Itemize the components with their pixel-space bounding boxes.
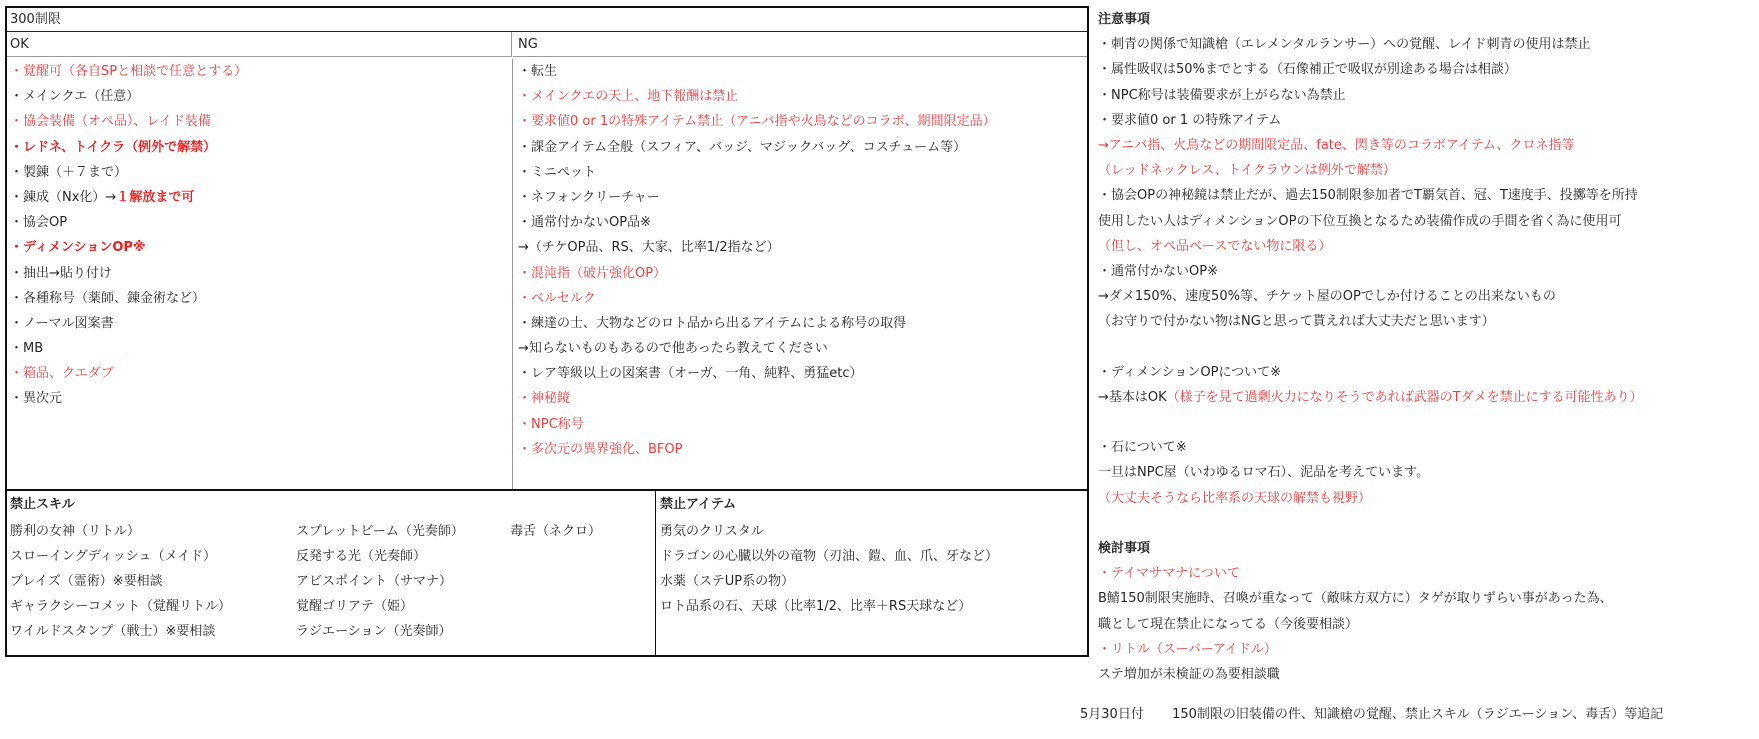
note-line [1098,259,1758,284]
ng-item-text: ・課金アイテム全般（スフィア、バッジ、マジックバッグ、コスチューム等） [518,139,967,155]
note-line [1098,183,1758,208]
ok-item [10,235,512,260]
ok-header: OK [7,32,512,57]
note-line [1098,612,1758,637]
ng-item-text: →（チケOP品、RS、大家、比率1/2指など） [518,240,780,256]
ok-item-text: ・ノーマル図案書 [10,315,114,331]
note-line [1098,334,1758,359]
ng-item-text: ・混沌指（破片強化OP） [518,265,667,281]
note-line [1098,435,1758,460]
ng-item-text: →知らないものもあるので他あったら教えてください [518,341,828,357]
ok-list [7,59,513,490]
note-line [1098,83,1758,108]
note-line-text: ・NPC称号は装備要求が上がらない為禁止 [1098,87,1346,103]
note-line [1098,209,1758,234]
ok-item [10,135,512,160]
banned-skill: 毒舌（ネクロ） [510,524,602,539]
ng-item [518,59,1087,84]
note-line [1098,360,1758,385]
note-line [1098,511,1758,536]
note-line [1098,108,1758,133]
ng-item [518,286,1087,311]
ok-item [10,160,512,185]
ng-item [518,261,1087,286]
note-line-text: ・リトル（スーパーアイドル） [1098,641,1277,657]
note-line-text: （レッドネックレス、トイクラウンは例外で解禁） [1098,163,1396,179]
ok-item [10,261,512,286]
ng-item-text: ・ベルセルク [518,290,596,306]
banned-items-list [660,519,1087,619]
note-line [1098,57,1758,82]
banned-skill: スローイングディッシュ（メイド） [10,549,217,564]
note-line [1098,32,1758,57]
banned-skill: 勝利の女神（リトル） [10,524,141,539]
note-line-text: （但し、オペ品ベースでない物に限る） [1098,238,1332,254]
ng-item-text: ・ネフォンクリーチャー [518,189,660,205]
ng-item [518,109,1087,134]
note-line [1098,637,1758,662]
note-line [1098,133,1758,158]
notes-column [1098,7,1758,687]
ng-item-text: ・多次元の異界強化、BFOP [518,441,683,457]
note-line [1098,284,1758,309]
banned-item: 水薬（ステUP系の物） [660,574,795,589]
banned-skill: 反発する光（光奏師） [296,549,427,564]
note-line [1098,158,1758,183]
ng-item-text: ・ミニペット [518,164,597,180]
ok-item-text: ・レドネ、トイクラ（例外で解禁） [10,139,217,155]
note-line [1098,586,1758,611]
note-line [1098,536,1758,561]
note-line [1098,385,1758,410]
banned-skills-section [7,491,656,655]
note-line-text: （大丈夫そうなら比率系の天球の解禁も視野） [1098,490,1372,506]
ng-item [518,210,1087,235]
ok-item-text: ・覚醒可（各自SPと相談で任意とする） [10,64,248,79]
note-line [1098,460,1758,485]
banned-skill: スプレットビーム（光奏師） [296,524,464,539]
ng-item-text: ・NPC称号 [518,416,584,432]
note-line [1098,7,1758,32]
note-line-text: ステ増加が未検証の為要相談職 [1098,666,1280,682]
ok-item-text: ・箱品、クエダブ [10,366,114,382]
ng-item [518,235,1087,260]
ok-item [10,210,512,235]
ng-item [518,160,1087,185]
note-line-text: ・属性吸収は50%までとする（石像補正で吸収が別途ある場合は相談） [1098,62,1517,78]
ng-item [518,386,1087,411]
ng-list [513,59,1087,490]
note-line-text: →ダメ150%、速度50%等、チケット屋のOPでしか付けることの出来ないもの [1098,289,1556,305]
banned-skill: ブレイズ（霊術）※要相談 [10,574,163,589]
ok-item-text: ・異次元 [10,391,63,407]
note-line-text: 注意事項 [1098,12,1151,27]
ok-item-text: ・抽出→貼り付け [10,265,112,281]
banned-skill: ギャラクシーコメット（覚醒リトル） [10,599,232,614]
note-line-text: B鯖150制限実施時、召喚が重なって（敵味方双方に）タゲが取りずらい事があった為、 [1098,591,1613,607]
note-line-text: →基本はOK [1098,389,1167,405]
ng-item-text: ・メインクエの天上、地下報酬は禁止 [518,89,739,105]
banned-item: ドラゴンの心臓以外の竜物（刃油、鎧、血、爪、牙など） [660,549,999,564]
banned-skills-grid [10,519,655,644]
note-line-text: 使用したい人はディメンションOPの下位互換となるため装備作成の手間を省く為に使用可 [1098,213,1622,229]
ng-item-text: ・要求値0 or 1の特殊アイテム禁止（アニバ指や火鳥などのコラボ、期間限定品） [518,114,996,130]
ng-item [518,135,1087,160]
ok-item-text: ・協会OP [10,215,68,231]
ng-header: NG [513,32,1087,57]
note-line-text: （お守りで付かない物はNGと思って貰えれば大丈夫だと思います） [1098,314,1495,330]
note-line-text: →アニバ指、火鳥などの期間限定品、fate、閃き等のコラボアイテム、クロネ指等 [1098,137,1575,153]
ok-item-text: ・ディメンションOP※ [10,240,146,256]
note-line-text: 検討事項 [1098,540,1151,556]
banned-skills-title: 禁止スキル [10,497,75,512]
footer-note [1080,703,1663,722]
banned-items-section [657,491,1087,655]
ok-item [10,336,512,361]
note-line-text: ・協会OPの神秘鏡は禁止だが、過去150制限参加者でT覇気首、冠、T速度手、投擲等を所持 [1098,188,1638,204]
ng-item [518,412,1087,437]
note-line [1098,662,1758,687]
note-line-text: ・要求値0 or 1 の特殊アイテム [1098,112,1282,128]
ok-item [10,286,512,311]
note-line-text: ・テイマサマナについて [1098,566,1240,582]
ok-item [10,109,512,134]
banned-skill: ワイルドスタンプ（戦士）※要相談 [10,624,216,639]
banned-skill: ラジエーション（光奏師） [296,624,452,639]
ok-item-text: ・MB [10,341,44,357]
ok-item [10,84,512,109]
banned-skill [510,569,650,594]
ok-item-text: ・各種称号（薬師、錬金術など） [10,290,206,306]
ok-item-text: ・製錬（＋７まで） [10,164,128,180]
note-line-highlight: （様子を見て過剰火力になりそうであれば武器のTダメを禁止にする可能性あり） [1166,389,1643,405]
footer-date: 5月30日付 [1080,707,1144,722]
ng-item [518,437,1087,462]
ok-item-text: ・メインクエ（任意） [10,89,140,105]
ok-item-text: ・錬成（Nx化）→ [10,189,117,205]
ng-item [518,84,1087,109]
ok-item [10,361,512,386]
ng-item [518,336,1087,361]
banned-items-title: 禁止アイテム [660,497,737,512]
note-line [1098,234,1758,259]
ng-item-text: ・レア等級以上の図案書（オーガ、一角、純粋、勇猛etc） [518,366,863,382]
banned-item: 勇気のクリスタル [660,524,764,539]
ng-item-text: ・転生 [518,64,558,79]
ng-item [518,185,1087,210]
banned-skill [510,544,650,569]
ng-item-text: ・神秘鏡 [518,391,571,407]
note-line [1098,561,1758,586]
note-line [1098,486,1758,511]
note-line-text: 職として現在禁止になってる（今後要相談） [1098,616,1359,632]
note-line [1098,410,1758,435]
ng-item-text: ・練達の士、大物などのロト品から出るアイテムによる称号の取得 [518,315,907,331]
note-line-text: ・石について※ [1098,440,1187,456]
note-line-text: 一旦はNPC屋（いわゆるロマ石）、泥品を考えています。 [1098,465,1430,481]
ng-item [518,311,1087,336]
banned-skill: 覚醒ゴリアテ（姫） [296,599,414,614]
ok-item-highlight: １解放まで可 [116,189,195,205]
ng-item [518,361,1087,386]
ok-item [10,386,512,411]
note-line-text: ・通常付かないOP※ [1098,263,1218,279]
note-line-text: ・ディメンションOPについて※ [1098,364,1282,380]
table-title: 300制限 [7,8,1087,32]
banned-item: ロト品系の石、天球（比率1/2、比率＋RS天球など） [660,599,972,614]
banned-skill [510,619,650,644]
ok-item [10,59,512,84]
note-line-text: ・刺青の関係で知識槍（エレメンタルランサー）への覚醒、レイド刺青の使用は禁止 [1098,37,1591,53]
ok-item [10,311,512,336]
note-line [1098,309,1758,334]
rules-table [5,6,1089,657]
ng-item-text: ・通常付かないOP品※ [518,215,651,231]
ok-item [10,185,512,210]
banned-skill: アビスポイント（サマナ） [296,574,453,589]
banned-skill [510,594,650,619]
footer-text: 150制限の旧装備の件、知識槍の覚醒、禁止スキル（ラジエーション、毒舌）等追記 [1172,707,1664,722]
ok-item-text: ・協会装備（オペ品）、レイド装備 [10,114,211,130]
